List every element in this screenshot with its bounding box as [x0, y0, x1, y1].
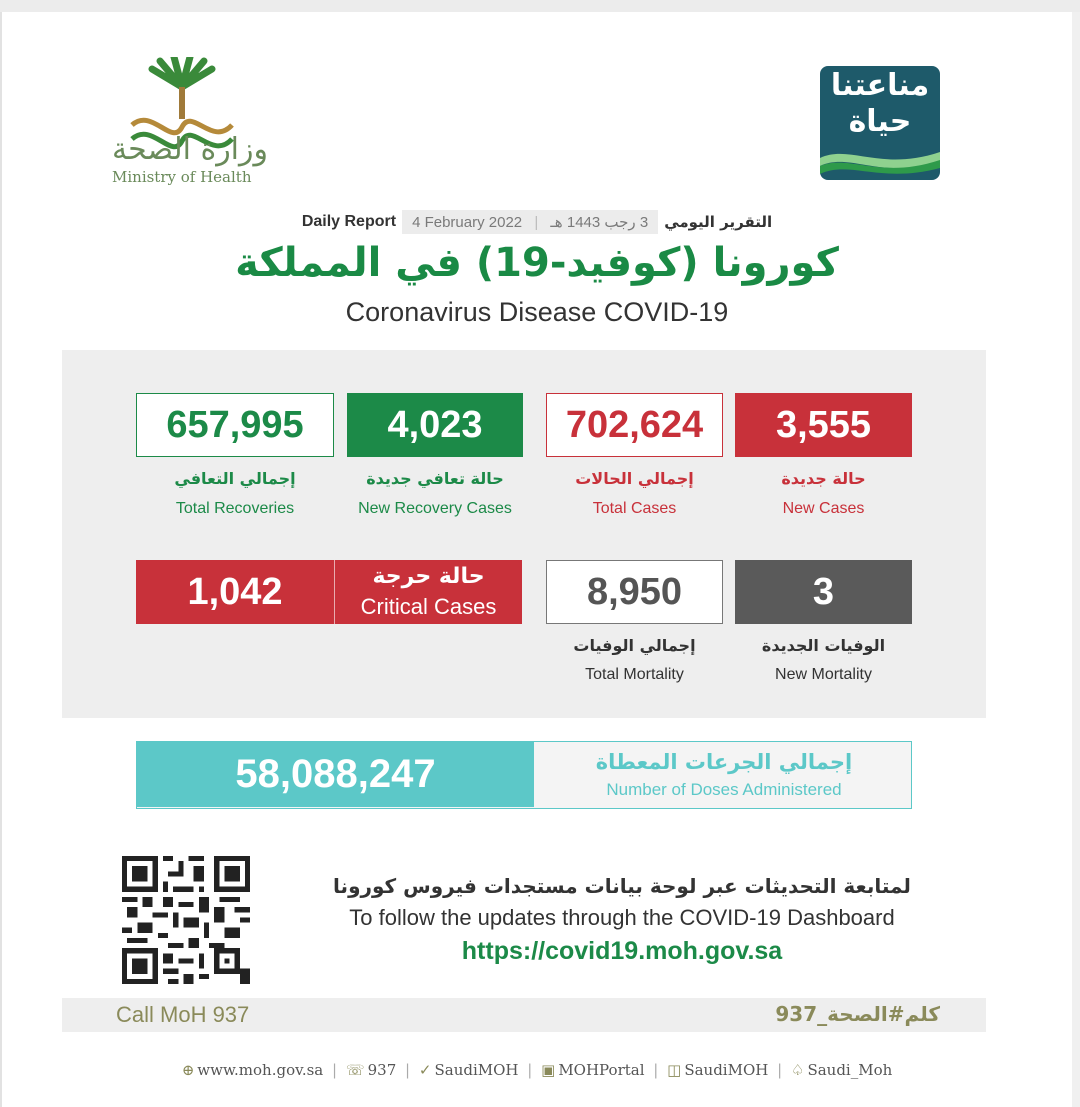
- new-mortality-value: 3: [735, 560, 912, 624]
- doses-label-en: Number of Doses Administered: [606, 780, 842, 799]
- wave-icon: [820, 144, 940, 180]
- footer-twitter[interactable]: SaudiMOH: [434, 1061, 519, 1079]
- date-gregorian: 4 February 2022: [412, 214, 523, 231]
- new-mortality-label-ar: الوفيات الجديدة: [761, 636, 886, 655]
- total-recoveries-label-ar: إجمالي التعافي: [174, 469, 296, 488]
- twitter-icon: ✓: [418, 1061, 432, 1079]
- phone-icon: ☏: [345, 1061, 365, 1079]
- total-mortality-label-ar: إجمالي الوفيات: [573, 636, 696, 655]
- campaign-text: [820, 68, 940, 140]
- total-mortality-label-en: Total Mortality: [585, 666, 684, 683]
- youtube-icon: ▣: [541, 1061, 556, 1079]
- title-ar: كورونا (كوفيد-19) في المملكة: [235, 240, 839, 286]
- new-recovery-value: 4,023: [347, 393, 523, 457]
- total-cases-value: 702,624: [546, 393, 723, 457]
- snapchat-icon: ♤: [790, 1061, 805, 1079]
- doses-box: [136, 741, 912, 809]
- footer-website[interactable]: www.moh.gov.sa: [197, 1061, 324, 1079]
- follow-text-en: To follow the updates through the COVID-19 Dashboard: [349, 905, 895, 930]
- doses-value: 58,088,247: [137, 742, 534, 807]
- footer-snapchat[interactable]: Saudi_Moh: [807, 1061, 893, 1079]
- footer-instagram[interactable]: SaudiMOH: [684, 1061, 769, 1079]
- new-cases-label-en: New Cases: [782, 500, 865, 517]
- total-cases-label-en: Total Cases: [592, 500, 677, 517]
- new-cases-value: 3,555: [735, 393, 912, 457]
- critical-cases-box: [136, 560, 522, 624]
- footer-links: ⊕ www.moh.gov.sa | ☏ 937 | ✓ SaudiMOH | ▣ MOHPortal | ◫ SaudiMOH | ♤ Saudi_Moh: [181, 1061, 893, 1079]
- new-cases-label-ar: حالة جديدة: [781, 469, 866, 488]
- critical-cases-value: 1,042: [187, 570, 283, 613]
- instagram-icon: ◫: [667, 1061, 682, 1079]
- call-moh-en: Call MoH 937: [116, 1002, 250, 1027]
- critical-cases-label-ar: حالة حرجة: [372, 564, 485, 589]
- campaign-logo: [820, 66, 940, 180]
- daily-report-en: Daily Report: [301, 213, 397, 230]
- new-recovery-label-en: New Recovery Cases: [358, 500, 512, 517]
- total-cases-label-ar: إجمالي الحالات: [575, 469, 694, 488]
- date-hijri: 3 رجب 1443 هـ: [550, 214, 649, 231]
- call-moh-ar: كلم#الصحة_937: [775, 1002, 940, 1026]
- total-recoveries-value: 657,995: [136, 393, 334, 457]
- campaign-line-1: مناعتنا: [830, 68, 930, 103]
- globe-icon: ⊕: [181, 1061, 195, 1079]
- top-strip: [0, 0, 1080, 12]
- daily-report-row: [2, 210, 1072, 236]
- moh-name-ar: وزارة الصحة: [112, 132, 268, 167]
- new-recovery-label-ar: حالة تعافي جديدة: [366, 469, 504, 488]
- critical-cases-label-en: Critical Cases: [360, 594, 497, 619]
- footer-phone[interactable]: 937: [367, 1061, 397, 1079]
- total-mortality-value: 8,950: [546, 560, 723, 624]
- campaign-line-2: حياة: [848, 104, 912, 139]
- total-recoveries-label-en: Total Recoveries: [175, 500, 295, 517]
- qr-code-icon[interactable]: [122, 856, 250, 984]
- call-bar: [62, 998, 986, 1032]
- daily-report-ar: التقرير اليومي: [664, 213, 773, 231]
- footer-youtube[interactable]: MOHPortal: [558, 1061, 645, 1079]
- new-mortality-label-en: New Mortality: [775, 666, 872, 683]
- report-dates: 4 February 2022 | 3 رجب 1443 هـ: [402, 210, 658, 234]
- moh-name-en: Ministry of Health: [112, 168, 252, 186]
- follow-text-ar: لمتابعة التحديثات عبر لوحة بيانات مستجدات فيروس كورونا: [333, 874, 911, 898]
- doses-label-ar: إجمالي الجرعات المعطاة: [595, 750, 853, 774]
- title-en: Coronavirus Disease COVID-19: [345, 297, 729, 327]
- dashboard-link[interactable]: https://covid19.moh.gov.sa: [461, 937, 783, 965]
- report-card: [0, 12, 1072, 1107]
